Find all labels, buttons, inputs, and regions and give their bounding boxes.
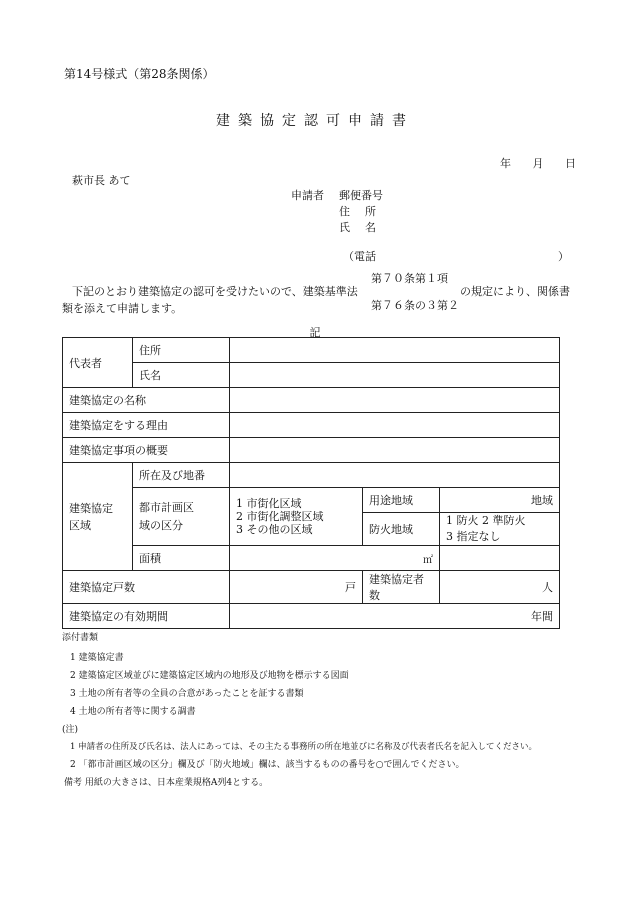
- agreement-name-label: 建築協定の名称: [63, 388, 230, 413]
- date-line: [500, 155, 576, 171]
- request-line-2: 類を添えて申請します。: [62, 302, 183, 315]
- attachment-item: 2 建築協定区域並びに建築協定区域内の地形及び地物を標示する図面: [70, 671, 349, 681]
- phone-close: ）: [558, 250, 569, 263]
- zone-option-2[interactable]: 2 市街化調整区域: [236, 510, 324, 523]
- validity-field[interactable]: [230, 604, 560, 629]
- request-line-1-end: の規定により、関係書: [460, 285, 570, 298]
- rep-name-label: 氏名: [133, 363, 230, 388]
- attachment-item: 1 建築協定書: [70, 653, 124, 663]
- validity-label: 建築協定の有効期間: [63, 604, 230, 629]
- applicant-block: [291, 188, 399, 236]
- notes-heading: (注): [62, 725, 79, 735]
- members-field[interactable]: [440, 571, 560, 604]
- document-title: 建築協定認可申請書: [216, 113, 414, 129]
- remark: 備考 用紙の大きさは、日本産業規格A列4とする。: [64, 778, 269, 788]
- members-unit: 人: [542, 581, 553, 594]
- use-district-field[interactable]: [440, 488, 560, 513]
- attachments-heading: 添付書類: [62, 633, 99, 643]
- applicant-address-label: 住 所: [339, 205, 378, 218]
- use-district-unit: 地域: [531, 494, 553, 507]
- area-size-field[interactable]: [230, 546, 440, 571]
- area-size-label: 面積: [133, 546, 230, 571]
- phone-label: （電話: [343, 250, 376, 263]
- note-item: 1 申請者の住所及び氏名は、法人にあっては、その主たる事務所の所在地並びに名称及び代表者氏名を記入してください。: [70, 742, 538, 752]
- ki-heading: 記: [309, 326, 321, 339]
- location-field[interactable]: [230, 463, 560, 488]
- fire-option-line-2[interactable]: 3 指定なし: [446, 530, 501, 543]
- representative-label: 代表者: [63, 338, 133, 388]
- request-line-1: 下記のとおり建築協定の認可を受けたいので、建築基準法: [72, 285, 358, 298]
- article-70: 第７０条第１項: [371, 272, 448, 285]
- rep-address-field[interactable]: [230, 338, 560, 363]
- reason-label: 建築協定をする理由: [63, 413, 230, 438]
- area-unit: ㎡: [423, 554, 433, 566]
- zone-option-1[interactable]: 1 市街化区域: [236, 497, 302, 510]
- fire-option-line-1[interactable]: 1 防火 2 準防火: [446, 514, 526, 527]
- applicant-label: 申請者: [291, 189, 324, 202]
- area-size-blank: [440, 546, 560, 571]
- agreement-area-label: 建築協定 区域: [63, 463, 133, 571]
- fire-options[interactable]: [440, 513, 560, 546]
- summary-field[interactable]: [230, 438, 560, 463]
- date-month: 月: [532, 157, 544, 170]
- applicant-name-label: 氏 名: [339, 221, 378, 234]
- members-label: 建築協定者数: [363, 571, 440, 604]
- application-table: [62, 337, 560, 629]
- attachment-item: 3 土地の所有者等の全員の合意があったことを証する書類: [70, 689, 304, 699]
- date-day: 日: [565, 157, 576, 170]
- households-field[interactable]: [230, 571, 363, 604]
- households-unit: 戸: [345, 581, 356, 594]
- note-item: 2 「都市計画区域の区分」欄及び「防火地域」欄は、該当するものの番号を○で囲んでください。: [70, 760, 465, 770]
- reason-field[interactable]: [230, 413, 560, 438]
- zone-options[interactable]: [230, 488, 363, 546]
- zone-option-3[interactable]: 3 その他の区域: [236, 523, 313, 536]
- fire-district-label: 防火地域: [363, 513, 440, 546]
- agreement-name-field[interactable]: [230, 388, 560, 413]
- validity-unit: 年間: [531, 610, 553, 623]
- use-district-label: 用途地域: [363, 488, 440, 513]
- location-label: 所在及び地番: [133, 463, 230, 488]
- postal-code-label: 郵便番号: [339, 189, 383, 202]
- rep-address-label: 住所: [133, 338, 230, 363]
- households-label: 建築協定戸数: [63, 571, 230, 604]
- summary-label: 建築協定事項の概要: [63, 438, 230, 463]
- rep-name-field[interactable]: [230, 363, 560, 388]
- addressee: 萩市長 あて: [72, 174, 131, 187]
- form-number: 第14号様式（第28条関係）: [64, 67, 215, 81]
- city-planning-label: 都市計画区 域の区分: [133, 488, 230, 546]
- article-76: 第７６条の３第２: [371, 299, 459, 312]
- attachment-item: 4 土地の所有者等に関する調書: [70, 707, 196, 717]
- date-year: 年: [500, 157, 511, 170]
